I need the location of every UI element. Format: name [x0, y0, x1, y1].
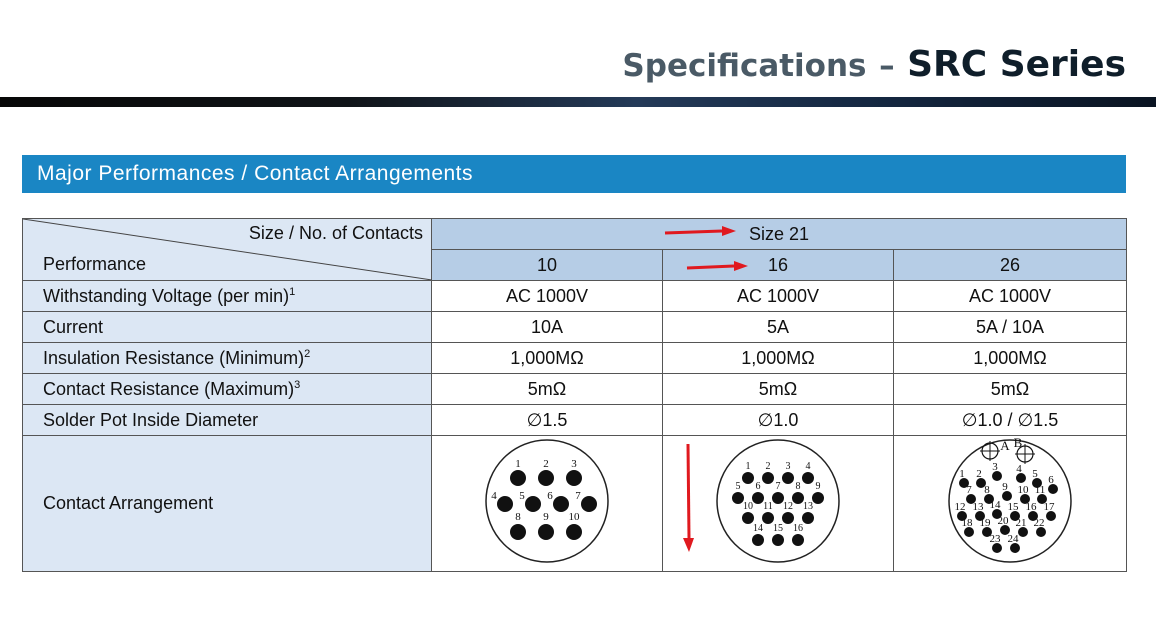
row-label: Withstanding Voltage (per min)$^1$	[23, 281, 432, 312]
contact-number: 21	[1015, 517, 1027, 529]
cell: AC 1000V	[663, 281, 894, 312]
contact-number: 20	[997, 515, 1009, 527]
contact-number: 19	[979, 517, 991, 529]
cell: 1,000MΩ	[663, 343, 894, 374]
table-row	[23, 312, 1127, 343]
contact-pin	[812, 492, 824, 504]
cell: ∅1.0	[663, 405, 894, 436]
row-label: Insulation Resistance (Minimum)$^2$	[23, 343, 432, 374]
col-header-16: 16	[663, 250, 894, 281]
contact-number: 8	[795, 481, 801, 492]
contact-number: 14	[989, 499, 1001, 511]
row-label: Contact Arrangement	[23, 436, 432, 572]
contact-number: 8	[984, 484, 990, 496]
contact-pin	[802, 472, 814, 484]
contact-pin	[497, 496, 513, 512]
contact-number: 11	[1034, 484, 1046, 496]
page-title	[622, 44, 1126, 85]
contact-number: 2	[765, 461, 771, 472]
spec-table	[22, 218, 1127, 572]
contact-number: 23	[989, 533, 1001, 545]
contact-number: 9	[543, 511, 549, 523]
cell: 5mΩ	[432, 374, 663, 405]
corner-cell	[23, 219, 432, 281]
contact-diagram-16	[713, 436, 843, 566]
contact-number: 6	[1048, 474, 1054, 486]
contact-number: 3	[571, 458, 577, 470]
contact-number: 12	[954, 501, 966, 513]
title-dark: SRC Series	[907, 44, 1126, 85]
table-row	[23, 436, 1127, 572]
contact-number: 22	[1033, 517, 1045, 529]
table-row	[23, 374, 1127, 405]
contact-number: 2	[543, 458, 549, 470]
contact-number: 13	[972, 501, 984, 513]
contact-number: 1	[745, 461, 751, 472]
corner-bottom-label: Performance	[43, 254, 147, 274]
contact-pin	[782, 472, 794, 484]
contact-number: 15	[773, 523, 783, 534]
cell: AC 1000V	[432, 281, 663, 312]
cell: 5mΩ	[894, 374, 1127, 405]
contact-number: 2	[976, 468, 982, 480]
contact-pin	[752, 534, 764, 546]
contact-number: 10	[1017, 484, 1029, 496]
header-bar	[0, 97, 1156, 107]
contact-number: 17	[1043, 501, 1055, 513]
contact-number: 18	[961, 517, 973, 529]
contact-number: 24	[1007, 533, 1019, 545]
cell: AC 1000V	[894, 281, 1127, 312]
contact-number: 10	[568, 511, 580, 523]
contact-pin	[566, 524, 582, 540]
contact-number: 5	[1032, 468, 1038, 480]
contact-number: B	[1013, 436, 1023, 450]
contact-number: 9	[815, 481, 821, 492]
size-header: Size 21	[432, 219, 1127, 250]
title-light: Specifications	[622, 48, 867, 84]
contact-number: A	[1000, 438, 1010, 453]
cell: 10A	[432, 312, 663, 343]
annotation-arrow-16	[682, 256, 752, 276]
contact-number: 5	[735, 481, 741, 492]
cell: ∅1.5	[432, 405, 663, 436]
section-title: Major Performances / Contact Arrangements	[37, 162, 474, 185]
contact-pin	[566, 470, 582, 486]
arrangement-cell-10	[432, 436, 663, 572]
contact-pin	[772, 534, 784, 546]
table-row	[23, 219, 1127, 250]
contact-number: 3	[992, 461, 998, 473]
contact-pin	[510, 524, 526, 540]
contact-pin	[538, 470, 554, 486]
contact-pin	[742, 472, 754, 484]
col-header-26: 26	[894, 250, 1127, 281]
corner-top-label: Size / No. of Contacts	[248, 223, 423, 243]
contact-number: 1	[515, 458, 521, 470]
contact-number: 15	[1007, 501, 1019, 513]
contact-number: 4	[491, 490, 497, 502]
contact-pin	[792, 534, 804, 546]
contact-number: 4	[805, 461, 811, 472]
arrangement-cell-26	[894, 436, 1127, 572]
section-band	[22, 155, 1126, 193]
row-label: Contact Resistance (Maximum)$^3$	[23, 374, 432, 405]
table-row	[23, 405, 1127, 436]
contact-pin	[538, 524, 554, 540]
contact-number: 12	[783, 501, 793, 512]
contact-number: 6	[755, 481, 761, 492]
contact-number: 7	[966, 484, 972, 496]
annotation-arrow-size	[660, 222, 740, 242]
cell: 5mΩ	[663, 374, 894, 405]
contact-pin	[553, 496, 569, 512]
cell: 5A / 10A	[894, 312, 1127, 343]
table-row	[23, 343, 1127, 374]
annotation-arrow-down	[678, 440, 698, 556]
contact-number: 3	[785, 461, 791, 472]
contact-number: 6	[547, 490, 553, 502]
contact-number: 16	[793, 523, 803, 534]
cell: ∅1.0 / ∅1.5	[894, 405, 1127, 436]
table-row	[23, 281, 1127, 312]
title-dash: –	[879, 48, 895, 84]
contact-diagram-26	[945, 436, 1075, 566]
contact-number: 13	[803, 501, 813, 512]
contact-pin	[581, 496, 597, 512]
contact-number: 7	[575, 490, 581, 502]
contact-pin	[802, 512, 814, 524]
contact-pin	[762, 472, 774, 484]
col-header-10: 10	[432, 250, 663, 281]
contact-diagram-10	[482, 436, 612, 566]
cell: 1,000MΩ	[432, 343, 663, 374]
contact-number: 9	[1002, 481, 1008, 493]
row-label: Current	[23, 312, 432, 343]
contact-number: 10	[743, 501, 753, 512]
contact-number: 5	[519, 490, 525, 502]
row-label: Solder Pot Inside Diameter	[23, 405, 432, 436]
cell: 5A	[663, 312, 894, 343]
contact-number: 11	[763, 501, 773, 512]
contact-number: 4	[1016, 463, 1022, 475]
contact-pin	[525, 496, 541, 512]
contact-pin	[510, 470, 526, 486]
contact-number: 16	[1025, 501, 1037, 513]
cell: 1,000MΩ	[894, 343, 1127, 374]
contact-number: 1	[959, 468, 965, 480]
contact-number: 14	[753, 523, 763, 534]
contact-number: 8	[515, 511, 521, 523]
contact-number: 7	[775, 481, 781, 492]
